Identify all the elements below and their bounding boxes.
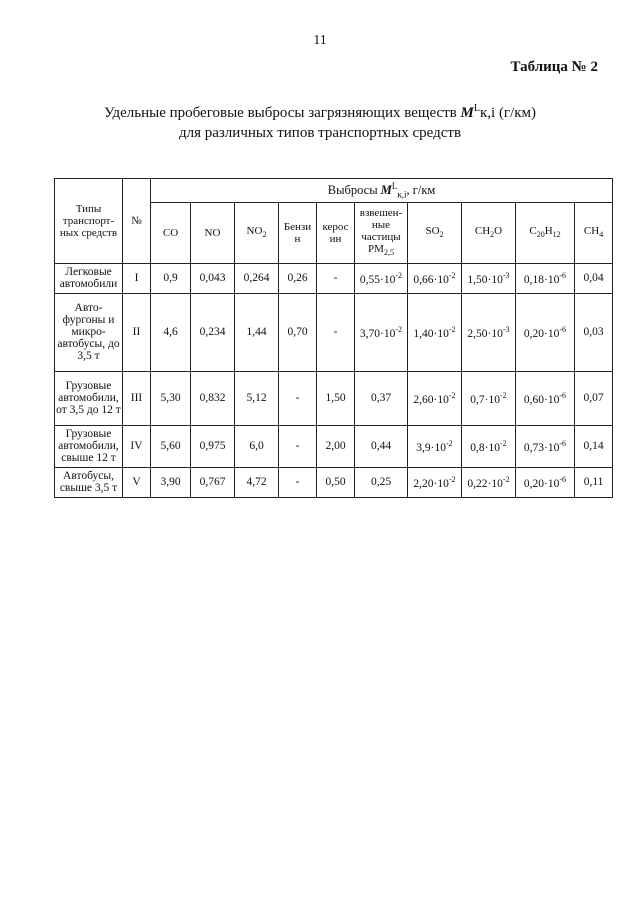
emission-exponent: -2 <box>448 391 456 401</box>
emission-value: 1,40·10 <box>413 328 449 341</box>
emission-value: 0,9 <box>163 272 178 285</box>
vehicle-type-cell: Авто-фургоны и микро-автобусы, до 3,5 т <box>55 293 123 371</box>
emission-value-cell <box>516 263 575 293</box>
vehicle-number-cell: I <box>123 263 151 293</box>
emission-value: 1,44 <box>246 326 267 339</box>
emission-value-cell <box>151 263 191 293</box>
emission-value: 0,25 <box>370 476 392 489</box>
emission-value-cell <box>355 263 408 293</box>
column-header-main: CO <box>162 226 179 239</box>
emission-exponent: -6 <box>559 271 567 281</box>
column-header-main: Бензи н <box>283 220 312 245</box>
emission-value: 5,60 <box>160 440 181 453</box>
column-header-tail: H <box>544 224 553 237</box>
emission-value-cell <box>235 467 279 497</box>
emission-value-cell <box>191 293 235 371</box>
emission-value: 0,20·10 <box>523 478 560 491</box>
vehicle-type-cell: Легковые автомобили <box>55 263 123 293</box>
emission-value-cell <box>191 263 235 293</box>
emission-value: 0,22·10 <box>467 478 503 491</box>
emission-value: - <box>333 272 338 285</box>
column-header-sub: 4 <box>599 229 604 239</box>
emission-value: 0,975 <box>199 440 226 453</box>
title-symbol-sup: L <box>473 103 480 114</box>
vehicle-type-cell: Грузовые автомобили, от 3,5 до 12 т <box>55 371 123 425</box>
vehicle-type-cell: Автобусы, свыше 3,5 т <box>55 467 123 497</box>
emission-value-cell <box>317 263 355 293</box>
emission-exponent: -2 <box>448 325 456 335</box>
emission-value-cell <box>317 371 355 425</box>
vehicle-number-cell: III <box>123 371 151 425</box>
title-suffix: к,i (г/км) <box>479 105 537 121</box>
emission-value-cell <box>462 467 516 497</box>
emission-value: 0,043 <box>199 272 226 285</box>
emission-exponent: -2 <box>395 271 403 281</box>
emission-value: - <box>333 326 338 339</box>
emission-exponent: -2 <box>502 475 510 485</box>
group-symbol: M <box>380 183 392 198</box>
emission-value: 0,14 <box>583 440 604 453</box>
emission-exponent: -2 <box>448 475 456 485</box>
column-header-main: NO <box>246 224 263 237</box>
emission-value-cell <box>235 425 279 467</box>
emission-value-cell <box>235 293 279 371</box>
emission-exponent: -2 <box>446 439 453 449</box>
emission-value-cell <box>317 467 355 497</box>
emission-value: 0,03 <box>583 326 604 339</box>
emission-value: 0,264 <box>243 272 270 285</box>
emission-value-cell <box>151 425 191 467</box>
emission-value: 3,9·10 <box>416 442 447 455</box>
emission-value-cell <box>191 467 235 497</box>
table-row <box>55 425 613 467</box>
column-header-main: SO <box>425 224 440 237</box>
emission-value-cell <box>575 263 613 293</box>
emission-value-cell <box>235 263 279 293</box>
emission-exponent: -2 <box>448 271 456 281</box>
emission-value: 0,07 <box>583 392 604 405</box>
emission-value: 0,26 <box>287 272 308 285</box>
column-header <box>516 202 575 263</box>
column-header <box>279 202 317 263</box>
emission-exponent: -2 <box>500 391 507 401</box>
column-header-main: CH <box>474 224 491 237</box>
emission-value: 0,70 <box>287 326 308 339</box>
emission-value: 0,7·10 <box>470 394 501 407</box>
column-header-sub: 2 <box>439 229 444 239</box>
table-title <box>0 99 640 143</box>
group-suffix: , г/км <box>406 183 436 198</box>
emission-value-cell <box>516 371 575 425</box>
emission-value-cell <box>516 425 575 467</box>
emission-exponent: -2 <box>500 439 507 449</box>
emission-value-cell <box>191 371 235 425</box>
emission-value-cell <box>462 425 516 467</box>
column-header <box>317 202 355 263</box>
column-header-sub: 2,5 <box>383 247 394 257</box>
emission-value: 2,60·10 <box>413 394 449 407</box>
column-header <box>151 202 191 263</box>
header-emissions-group <box>151 179 613 203</box>
group-sub: к,i <box>397 189 407 200</box>
emission-value-cell <box>279 371 317 425</box>
emission-value-cell <box>151 293 191 371</box>
emission-value: - <box>295 392 300 405</box>
emission-value: 0,18·10 <box>523 274 560 287</box>
title-line-2: для различных типов транспортных средств <box>178 125 462 141</box>
emission-value-cell <box>151 371 191 425</box>
group-sup: L <box>391 181 398 191</box>
vehicle-number-cell: V <box>123 467 151 497</box>
table-row <box>55 263 613 293</box>
table-row <box>55 293 613 371</box>
title-prefix: Удельные пробеговые выбросы загрязняющих веществ <box>103 105 461 121</box>
emission-value-cell <box>516 293 575 371</box>
emission-value-cell <box>516 467 575 497</box>
emission-value: 0,832 <box>199 392 226 405</box>
emission-value-cell <box>355 371 408 425</box>
emission-value-cell <box>279 263 317 293</box>
emission-value: 5,12 <box>246 392 267 405</box>
emission-value: 0,73·10 <box>523 442 560 455</box>
vehicle-number-cell: IV <box>123 425 151 467</box>
emission-value: 5,30 <box>160 392 181 405</box>
emission-value-cell <box>317 425 355 467</box>
emission-value-cell <box>279 425 317 467</box>
emission-exponent: -6 <box>559 439 567 449</box>
emission-value-cell <box>279 293 317 371</box>
column-header-sub: 2 <box>490 229 495 239</box>
column-header-sub: 2 <box>262 229 267 239</box>
emission-value: 1,50·10 <box>467 274 503 287</box>
column-header-main: CH <box>583 224 600 237</box>
emission-value: 0,20·10 <box>523 328 560 341</box>
vehicle-number-cell: II <box>123 293 151 371</box>
emission-value-cell <box>408 371 462 425</box>
emissions-table <box>54 178 613 498</box>
emission-value-cell <box>408 293 462 371</box>
vehicle-type-cell: Грузовые автомобили, свыше 12 т <box>55 425 123 467</box>
column-header-main: NO <box>204 226 221 239</box>
emission-exponent: -6 <box>559 325 567 335</box>
emission-value-cell <box>462 263 516 293</box>
emission-value: 0,04 <box>583 272 604 285</box>
column-header <box>408 202 462 263</box>
emission-value-cell <box>462 293 516 371</box>
column-header-main: C <box>529 224 537 237</box>
emission-exponent: -6 <box>559 475 567 485</box>
emission-value: 2,50·10 <box>467 328 503 341</box>
emission-value-cell <box>355 467 408 497</box>
emission-value: - <box>295 440 300 453</box>
emission-exponent: -6 <box>559 391 567 401</box>
emission-value: 4,6 <box>163 326 178 339</box>
column-header-sub: 20 <box>536 229 545 239</box>
emission-value: 0,11 <box>583 476 604 489</box>
emission-value: 4,72 <box>246 476 267 489</box>
header-type: Типы транспорт-ных средств <box>55 179 123 264</box>
page-number: 11 <box>313 33 327 48</box>
emission-value-cell <box>575 467 613 497</box>
emission-value-cell <box>355 293 408 371</box>
title-line-1 <box>0 99 640 123</box>
emission-value-cell <box>355 425 408 467</box>
group-prefix: Выбросы <box>327 183 381 198</box>
emission-value-cell <box>575 371 613 425</box>
emission-value: 0,66·10 <box>413 274 449 287</box>
emission-value: 0,37 <box>370 392 392 405</box>
emission-value: 2,00 <box>325 440 346 453</box>
emission-value-cell <box>462 371 516 425</box>
table-body <box>55 263 613 497</box>
column-header <box>235 202 279 263</box>
column-header-main: керос ин <box>322 220 349 245</box>
emission-value-cell <box>575 425 613 467</box>
column-header <box>575 202 613 263</box>
emission-value-cell <box>575 293 613 371</box>
emission-value: 2,20·10 <box>413 478 449 491</box>
emission-value: 0,234 <box>199 326 226 339</box>
table-label: Таблица № 2 <box>510 59 598 75</box>
emission-value: 0,44 <box>370 440 392 453</box>
emission-value-cell <box>151 467 191 497</box>
emission-exponent: -3 <box>502 325 510 335</box>
title-symbol: M <box>460 105 474 121</box>
header-number: № <box>123 179 151 264</box>
emission-value: 3,70·10 <box>359 328 396 341</box>
emission-value-cell <box>408 425 462 467</box>
column-header-tail: O <box>494 224 503 237</box>
emission-value: 1,50 <box>325 392 346 405</box>
emission-value-cell <box>279 467 317 497</box>
emission-value-cell <box>235 371 279 425</box>
emission-value: 6,0 <box>249 440 264 453</box>
emission-value-cell <box>317 293 355 371</box>
column-header <box>191 202 235 263</box>
emission-value: 0,50 <box>325 476 346 489</box>
emission-exponent: -3 <box>502 271 510 281</box>
emission-value: 0,767 <box>199 476 226 489</box>
emission-value-cell <box>408 467 462 497</box>
table-row <box>55 467 613 497</box>
emission-value: - <box>295 476 300 489</box>
table-row <box>55 371 613 425</box>
emission-value-cell <box>408 263 462 293</box>
emission-value: 0,55·10 <box>359 274 396 287</box>
emission-value: 0,8·10 <box>470 442 501 455</box>
column-header-main: взвешен-ные частицы PM <box>359 206 403 255</box>
column-header <box>462 202 516 263</box>
emission-value: 3,90 <box>160 476 181 489</box>
column-header <box>355 202 408 263</box>
emission-exponent: -2 <box>395 325 403 335</box>
emission-value: 0,60·10 <box>523 394 560 407</box>
emission-value-cell <box>191 425 235 467</box>
column-header-sub2: 12 <box>552 229 561 239</box>
